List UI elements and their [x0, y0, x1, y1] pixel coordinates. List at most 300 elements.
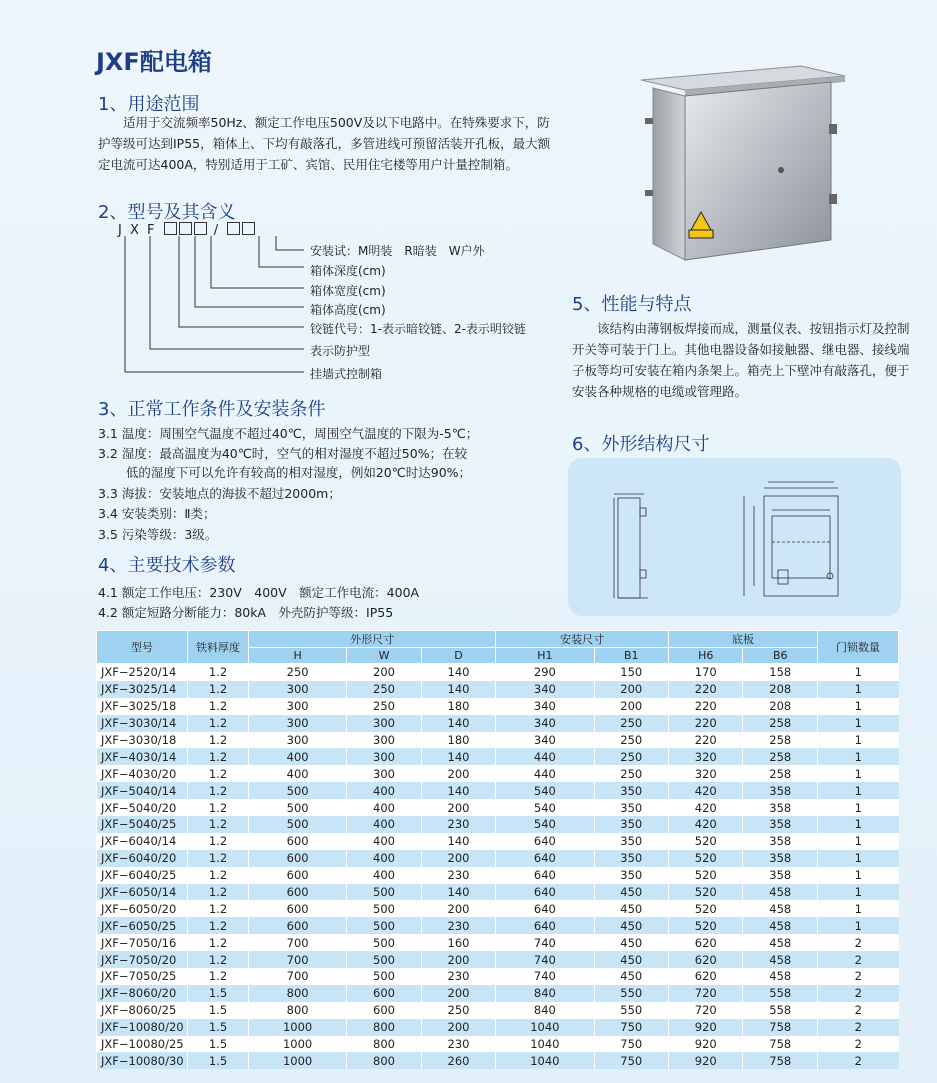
table-cell: 150	[594, 664, 668, 681]
table-cell: 558	[743, 985, 818, 1002]
table-cell: 800	[347, 1052, 421, 1069]
table-cell: 1.2	[188, 951, 249, 968]
table-cell: 1000	[249, 1019, 347, 1036]
sub-h1: H1	[496, 648, 594, 664]
model-code-leader-lines	[118, 236, 338, 386]
table-cell: 1.2	[188, 748, 249, 765]
table-cell: 450	[594, 951, 668, 968]
page-title: JXF配电箱	[96, 48, 212, 76]
table-cell: 640	[496, 833, 594, 850]
table-row	[97, 1036, 899, 1053]
table-cell: 1	[818, 765, 899, 782]
table-cell: 250	[347, 681, 421, 698]
table-cell: 1	[818, 884, 899, 901]
cell-model: JXF−10080/25	[97, 1036, 188, 1053]
table-cell: 540	[496, 816, 594, 833]
code-label: 箱体深度(cm)	[310, 264, 386, 278]
table-cell: 420	[668, 816, 742, 833]
table-row	[97, 917, 899, 934]
table-cell: 400	[347, 782, 421, 799]
table-cell: 758	[743, 1019, 818, 1036]
table-cell: 600	[347, 985, 421, 1002]
table-cell: 1	[818, 850, 899, 867]
table-cell: 420	[668, 782, 742, 799]
table-cell: 458	[743, 884, 818, 901]
section-6-heading: 6、外形结构尺寸	[572, 434, 710, 455]
cell-model: JXF−5040/20	[97, 799, 188, 816]
code-box	[194, 222, 207, 235]
table-cell: 340	[496, 698, 594, 715]
cell-model: JXF−8060/20	[97, 985, 188, 1002]
table-cell: 340	[496, 732, 594, 749]
section-5-text: 该结构由薄钢板焊接而成，测量仪表、按钮指示灯及控制开关等可装于门上。其他电器设备如接触器、继电器、接线端子板等均可安装在箱内条架上。箱壳上下壁冲有敲落孔，便于安装各种规格的电缆或管理路。	[572, 321, 910, 399]
table-cell: 140	[421, 664, 495, 681]
table-cell: 558	[743, 1002, 818, 1019]
sub-h6: H6	[668, 648, 742, 664]
table-row	[97, 884, 899, 901]
table-row	[97, 1052, 899, 1069]
table-cell: 300	[347, 748, 421, 765]
table-cell: 1	[818, 681, 899, 698]
condition-item: 3.2 湿度：最高温度为40℃时，空气的相对湿度不超过50%；在较	[98, 446, 468, 461]
table-cell: 1.2	[188, 698, 249, 715]
table-cell: 250	[594, 765, 668, 782]
cell-model: JXF−2520/14	[97, 664, 188, 681]
table-cell: 220	[668, 715, 742, 732]
cell-model: JXF−8060/25	[97, 1002, 188, 1019]
table-cell: 620	[668, 951, 742, 968]
table-cell: 200	[421, 1019, 495, 1036]
table-cell: 1000	[249, 1036, 347, 1053]
cell-model: JXF−6040/20	[97, 850, 188, 867]
table-cell: 300	[347, 732, 421, 749]
table-cell: 500	[249, 816, 347, 833]
table-row	[97, 1019, 899, 1036]
table-cell: 758	[743, 1036, 818, 1053]
table-cell: 750	[594, 1052, 668, 1069]
table-cell: 2	[818, 968, 899, 985]
table-row	[97, 968, 899, 985]
table-cell: 520	[668, 917, 742, 934]
table-cell: 1.2	[188, 934, 249, 951]
section-3-heading: 3、正常工作条件及安装条件	[98, 399, 326, 420]
table-cell: 1040	[496, 1036, 594, 1053]
cell-model: JXF−6050/20	[97, 900, 188, 917]
col-base-plate: 底板	[668, 631, 817, 648]
table-cell: 740	[496, 968, 594, 985]
table-cell: 1	[818, 748, 899, 765]
table-cell: 200	[421, 850, 495, 867]
col-lock-count: 门锁数量	[818, 631, 899, 664]
code-label: 箱体宽度(cm)	[310, 284, 386, 298]
table-cell: 300	[347, 765, 421, 782]
table-cell: 1.5	[188, 985, 249, 1002]
table-cell: 140	[421, 715, 495, 732]
table-cell: 840	[496, 1002, 594, 1019]
table-row	[97, 698, 899, 715]
condition-item: 低的湿度下可以允许有较高的相对湿度，例如20℃时达90%；	[98, 465, 472, 480]
table-cell: 620	[668, 968, 742, 985]
table-cell: 350	[594, 799, 668, 816]
table-cell: 400	[347, 833, 421, 850]
table-cell: 320	[668, 748, 742, 765]
table-cell: 2	[818, 1002, 899, 1019]
table-cell: 920	[668, 1036, 742, 1053]
condition-item: 3.1 温度：周围空气温度不超过40℃，周围空气温度的下限为-5℃；	[98, 426, 479, 441]
table-cell: 358	[743, 799, 818, 816]
table-cell: 1	[818, 900, 899, 917]
table-cell: 358	[743, 782, 818, 799]
table-cell: 258	[743, 732, 818, 749]
table-row	[97, 732, 899, 749]
table-cell: 458	[743, 917, 818, 934]
table-row	[97, 799, 899, 816]
table-cell: 250	[594, 748, 668, 765]
table-cell: 540	[496, 782, 594, 799]
sub-b6: B6	[743, 648, 818, 664]
table-cell: 640	[496, 900, 594, 917]
table-cell: 1.2	[188, 968, 249, 985]
table-cell: 320	[668, 765, 742, 782]
table-cell: 258	[743, 748, 818, 765]
table-cell: 1	[818, 799, 899, 816]
table-cell: 208	[743, 698, 818, 715]
table-cell: 520	[668, 884, 742, 901]
table-cell: 300	[249, 698, 347, 715]
table-cell: 220	[668, 698, 742, 715]
sub-w: W	[347, 648, 421, 664]
code-box	[179, 222, 192, 235]
table-cell: 758	[743, 1052, 818, 1069]
table-cell: 300	[249, 681, 347, 698]
table-cell: 640	[496, 867, 594, 884]
table-cell: 1.5	[188, 1002, 249, 1019]
table-cell: 250	[421, 1002, 495, 1019]
table-cell: 1.2	[188, 867, 249, 884]
table-row	[97, 867, 899, 884]
model-code-sep: /	[213, 223, 221, 238]
table-cell: 1040	[496, 1052, 594, 1069]
table-cell: 400	[249, 748, 347, 765]
table-row	[97, 715, 899, 732]
table-cell: 600	[249, 833, 347, 850]
cell-model: JXF−5040/14	[97, 782, 188, 799]
condition-item: 3.5 污染等级：3级。	[98, 527, 218, 542]
table-cell: 600	[249, 900, 347, 917]
table-cell: 640	[496, 884, 594, 901]
table-cell: 800	[347, 1036, 421, 1053]
table-cell: 1.2	[188, 816, 249, 833]
table-cell: 140	[421, 782, 495, 799]
table-cell: 458	[743, 900, 818, 917]
table-cell: 358	[743, 850, 818, 867]
table-cell: 800	[249, 985, 347, 1002]
code-label: 挂墙式控制箱	[310, 367, 383, 381]
table-cell: 230	[421, 968, 495, 985]
table-cell: 250	[249, 664, 347, 681]
table-cell: 2	[818, 1019, 899, 1036]
table-cell: 1	[818, 867, 899, 884]
table-cell: 220	[668, 732, 742, 749]
table-cell: 258	[743, 765, 818, 782]
table-cell: 550	[594, 1002, 668, 1019]
spec-table-body	[97, 664, 899, 1070]
table-cell: 450	[594, 934, 668, 951]
table-row	[97, 664, 899, 681]
table-cell: 350	[594, 850, 668, 867]
table-cell: 200	[421, 799, 495, 816]
table-cell: 500	[347, 951, 421, 968]
table-cell: 400	[347, 799, 421, 816]
table-cell: 358	[743, 816, 818, 833]
table-cell: 200	[421, 765, 495, 782]
section-1-text: 适用于交流频率50Hz、额定工作电压500V及以下电路中。在特殊要求下，防护等级可达到IP55，箱体上、下均有敲落孔，多管进线可预留活装开孔板，最大额定电流可达400A，特别适用于工矿、宾馆、民用住宅楼等用户计量控制箱。	[98, 115, 551, 172]
table-cell: 1.2	[188, 833, 249, 850]
table-cell: 2	[818, 985, 899, 1002]
table-cell: 140	[421, 748, 495, 765]
table-cell: 400	[249, 765, 347, 782]
table-cell: 1	[818, 698, 899, 715]
table-cell: 300	[249, 732, 347, 749]
table-cell: 2	[818, 951, 899, 968]
cell-model: JXF−3030/14	[97, 715, 188, 732]
table-cell: 230	[421, 816, 495, 833]
table-cell: 520	[668, 833, 742, 850]
code-box	[227, 222, 240, 235]
table-cell: 500	[249, 782, 347, 799]
table-cell: 1	[818, 732, 899, 749]
table-cell: 800	[347, 1019, 421, 1036]
table-cell: 358	[743, 833, 818, 850]
cell-model: JXF−3025/18	[97, 698, 188, 715]
table-cell: 2	[818, 1052, 899, 1069]
table-cell: 350	[594, 867, 668, 884]
table-cell: 540	[496, 799, 594, 816]
table-cell: 720	[668, 985, 742, 1002]
cell-model: JXF−6050/25	[97, 917, 188, 934]
code-label: 安装试：M明装 R暗装 W户外	[310, 244, 485, 258]
table-cell: 1.2	[188, 664, 249, 681]
cell-model: JXF−5040/25	[97, 816, 188, 833]
table-row	[97, 985, 899, 1002]
table-cell: 180	[421, 698, 495, 715]
table-cell: 450	[594, 968, 668, 985]
table-cell: 1.2	[188, 884, 249, 901]
cell-model: JXF−4030/20	[97, 765, 188, 782]
table-row	[97, 765, 899, 782]
table-cell: 500	[347, 934, 421, 951]
cell-model: JXF−7050/25	[97, 968, 188, 985]
table-cell: 1	[818, 715, 899, 732]
table-cell: 458	[743, 934, 818, 951]
table-cell: 400	[347, 850, 421, 867]
section-4-heading: 4、主要技术参数	[98, 555, 236, 576]
table-cell: 450	[594, 900, 668, 917]
code-label: 铰链代号：1-表示暗铰链、2-表示明铰链	[310, 322, 526, 336]
table-cell: 160	[421, 934, 495, 951]
table-cell: 1.2	[188, 681, 249, 698]
cell-model: JXF−10080/30	[97, 1052, 188, 1069]
parameter-item: 4.2 额定短路分断能力：80kA 外壳防护等级：IP55	[98, 605, 394, 620]
table-cell: 1.2	[188, 782, 249, 799]
table-cell: 600	[347, 1002, 421, 1019]
table-cell: 458	[743, 968, 818, 985]
code-label: 箱体高度(cm)	[310, 303, 386, 317]
table-cell: 740	[496, 951, 594, 968]
table-cell: 920	[668, 1019, 742, 1036]
table-row	[97, 900, 899, 917]
table-cell: 1.2	[188, 799, 249, 816]
table-cell: 250	[594, 732, 668, 749]
table-cell: 1.2	[188, 900, 249, 917]
table-cell: 230	[421, 917, 495, 934]
cell-model: JXF−7050/16	[97, 934, 188, 951]
table-cell: 1	[818, 833, 899, 850]
table-cell: 200	[421, 951, 495, 968]
table-cell: 1000	[249, 1052, 347, 1069]
code-box	[242, 222, 255, 235]
table-cell: 440	[496, 765, 594, 782]
table-cell: 500	[249, 799, 347, 816]
col-model: 型号	[97, 631, 188, 664]
table-cell: 140	[421, 681, 495, 698]
table-row	[97, 833, 899, 850]
table-cell: 250	[347, 698, 421, 715]
table-cell: 1	[818, 917, 899, 934]
table-cell: 750	[594, 1036, 668, 1053]
col-thickness: 铁料厚度	[188, 631, 249, 664]
table-cell: 340	[496, 715, 594, 732]
table-cell: 200	[594, 681, 668, 698]
table-cell: 840	[496, 985, 594, 1002]
table-row	[97, 681, 899, 698]
cell-model: JXF−3030/18	[97, 732, 188, 749]
table-cell: 170	[668, 664, 742, 681]
table-cell: 640	[496, 850, 594, 867]
table-cell: 450	[594, 884, 668, 901]
table-cell: 208	[743, 681, 818, 698]
cell-model: JXF−6040/25	[97, 867, 188, 884]
table-cell: 500	[347, 968, 421, 985]
table-cell: 800	[249, 1002, 347, 1019]
table-cell: 358	[743, 867, 818, 884]
parameter-item: 4.1 额定工作电压：230V 400V 额定工作电流：400A	[98, 585, 420, 600]
table-cell: 140	[421, 884, 495, 901]
table-cell: 200	[347, 664, 421, 681]
table-cell: 458	[743, 951, 818, 968]
table-row	[97, 951, 899, 968]
table-cell: 520	[668, 900, 742, 917]
table-cell: 920	[668, 1052, 742, 1069]
table-cell: 1.5	[188, 1052, 249, 1069]
table-cell: 400	[347, 816, 421, 833]
table-cell: 400	[347, 867, 421, 884]
table-cell: 1	[818, 782, 899, 799]
sub-d: D	[421, 648, 495, 664]
table-cell: 600	[249, 917, 347, 934]
table-cell: 180	[421, 732, 495, 749]
table-cell: 1.5	[188, 1036, 249, 1053]
table-cell: 720	[668, 1002, 742, 1019]
table-cell: 1.2	[188, 765, 249, 782]
section-1-heading: 1、用途范围	[98, 94, 200, 115]
table-cell: 750	[594, 1019, 668, 1036]
table-cell: 500	[347, 884, 421, 901]
table-row	[97, 1002, 899, 1019]
table-row	[97, 934, 899, 951]
table-cell: 620	[668, 934, 742, 951]
table-cell: 500	[347, 900, 421, 917]
table-cell: 350	[594, 816, 668, 833]
cell-model: JXF−3025/14	[97, 681, 188, 698]
spec-table	[96, 630, 899, 1069]
table-cell: 600	[249, 850, 347, 867]
table-cell: 740	[496, 934, 594, 951]
table-cell: 700	[249, 951, 347, 968]
table-row	[97, 816, 899, 833]
col-outer-dims: 外形尺寸	[249, 631, 496, 648]
cell-model: JXF−6050/14	[97, 884, 188, 901]
table-cell: 350	[594, 833, 668, 850]
table-cell: 340	[496, 681, 594, 698]
dimension-drawing-panel	[568, 458, 901, 616]
table-cell: 500	[347, 917, 421, 934]
table-cell: 600	[249, 867, 347, 884]
dimension-drawing	[568, 458, 901, 616]
table-cell: 1.2	[188, 917, 249, 934]
table-cell: 350	[594, 782, 668, 799]
model-code-prefix: J X F	[118, 223, 157, 238]
condition-item: 3.3 海拔：安装地点的海拔不超过2000m；	[98, 486, 341, 501]
table-cell: 2	[818, 934, 899, 951]
table-cell: 2	[818, 1036, 899, 1053]
table-cell: 1.2	[188, 715, 249, 732]
table-cell: 158	[743, 664, 818, 681]
section-5-heading: 5、性能与特点	[572, 294, 692, 315]
table-cell: 200	[594, 698, 668, 715]
table-cell: 260	[421, 1052, 495, 1069]
table-cell: 250	[594, 715, 668, 732]
table-row	[97, 782, 899, 799]
table-cell: 1.2	[188, 732, 249, 749]
code-label: 表示防护型	[310, 344, 371, 358]
table-cell: 200	[421, 985, 495, 1002]
distribution-box-photo	[633, 62, 848, 272]
section-2-heading: 2、型号及其含义	[98, 202, 236, 223]
col-install-dims: 安装尺寸	[496, 631, 669, 648]
table-cell: 290	[496, 664, 594, 681]
table-cell: 440	[496, 748, 594, 765]
table-cell: 1	[818, 664, 899, 681]
table-cell: 420	[668, 799, 742, 816]
table-cell: 550	[594, 985, 668, 1002]
table-cell: 230	[421, 867, 495, 884]
table-cell: 450	[594, 917, 668, 934]
table-row	[97, 748, 899, 765]
table-cell: 300	[249, 715, 347, 732]
cell-model: JXF−4030/14	[97, 748, 188, 765]
table-cell: 600	[249, 884, 347, 901]
table-cell: 1040	[496, 1019, 594, 1036]
table-cell: 520	[668, 867, 742, 884]
table-cell: 220	[668, 681, 742, 698]
condition-item: 3.4 安装类别：Ⅱ类；	[98, 506, 216, 521]
table-cell: 1	[818, 816, 899, 833]
table-row	[97, 850, 899, 867]
cell-model: JXF−6040/14	[97, 833, 188, 850]
sub-h: H	[249, 648, 347, 664]
sub-b1: B1	[594, 648, 668, 664]
